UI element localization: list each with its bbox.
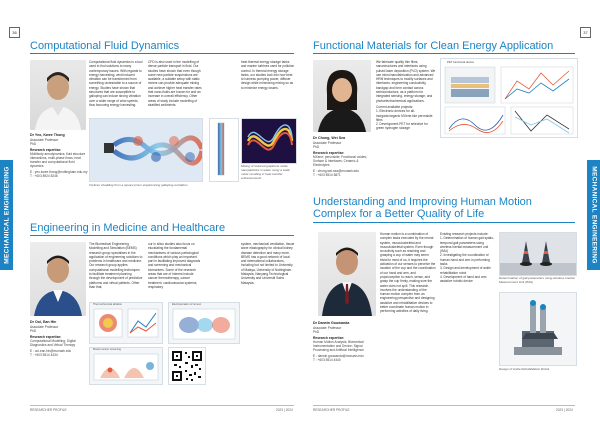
person-name: Dr Yeo, Kwee Thong <box>30 133 65 137</box>
portrait-photo <box>318 232 376 316</box>
profile-block <box>30 133 88 178</box>
project-item: 4. Development of hand and arm assistive robotic device <box>440 274 487 284</box>
paragraph: CFD is also used in the modelling of dense particle transport in fluid. Our studies have shown that even though some new particle suspensions are available, a suitable setup with static mixers can provide adequate mixing and achieve higher heat transfer rates that nano-fluids are known for and an increase in overall efficiency. Other areas of study include modelling of stratified sediments. <box>148 60 202 107</box>
email-link[interactable]: E : chong.wei.sea@monash.edu <box>313 168 359 173</box>
body-column-2 <box>148 242 202 289</box>
project-item: 1. Determination of human gait spatio-temporal gait parameters using wireless inertial measurement unit (IMU) <box>440 236 495 254</box>
portrait-photo <box>313 60 371 132</box>
footer-year: 2023 | 2024 <box>276 408 293 412</box>
footer-year: 2023 | 2024 <box>556 408 573 412</box>
figure-label: Thermochemical ablation <box>93 303 122 306</box>
person-role: Associate Professor <box>30 137 59 142</box>
figure-caption: Mixing of reduced graphene oxide nanoparticles in water using a static mixer resulting in heat transfer enhancements <box>241 164 291 180</box>
paragraph: system, mechanical ventilation, tissue wave elastography for clinical kidney disease detection and many more. BEMS has a good network of local and international collaborators, including but not limited to University of Malaya, University of Nottingham Malaysia, Nanyang Technological University and Universiti Sains Malaysia. <box>241 242 295 285</box>
side-tab-label: MECHANICAL ENGINEERING <box>3 166 10 264</box>
figure-caption: Vortices shedding from a square prism experiencing galloping excitation <box>89 183 188 187</box>
person-name: Dr Chong, Wei Sea <box>313 136 346 140</box>
section-title-materials: Functional Materials for Clean Energy Application <box>313 40 554 52</box>
figure-label: PET functional device <box>447 60 475 64</box>
expertise-heading: Research expertise: <box>313 335 345 340</box>
side-tab-right <box>587 160 600 270</box>
projects-heading: Current available projects: <box>376 104 414 109</box>
section-title-cfd: Computational Fluid Dynamics <box>30 40 180 52</box>
page-number-right: 37 <box>580 27 591 38</box>
email-link[interactable]: E : yeo.kwee.thong@nottingham.edu.my <box>30 169 88 174</box>
footer-divider <box>313 405 575 406</box>
person-degree: PhD <box>30 141 37 146</box>
paragraph: Computational fluid dynamics is a tool used to find solutions to many contemporary issues. With regards to energy harvesting, wind induced vibration can be transformed from something undesirable to a source of energy. Studies have shown that structures that are susceptible to galloping can induce strong vibration over a wider range of wind speeds, thus favouring energy harvesting. <box>89 60 143 107</box>
section-title-motion-line1 <box>313 196 575 220</box>
portrait-photo <box>30 60 86 130</box>
mixer-figure <box>241 118 297 164</box>
expertise-text: Computational Modelling; Digital Diagnostics and Virtual Therapy <box>30 338 76 347</box>
person-role: Associate Professor <box>313 140 342 145</box>
portrait-photo <box>30 242 86 316</box>
figure-label: Electroporation of tumour <box>172 303 202 306</box>
email-link[interactable]: E : darwin.gouwanda@monash.edu <box>313 353 364 358</box>
person-degree: PhD <box>313 329 320 334</box>
expertise-text: Multibody aerodynamics; fluid structure interactions, multi-phase flows; heat transfer and computational fluid dynamics <box>30 151 86 168</box>
phone-text: T : +603 5514 4434 <box>30 352 58 357</box>
body-column <box>376 60 436 131</box>
phone-text: T : +603 5514 5871 <box>313 172 341 177</box>
body-column-3 <box>241 60 295 90</box>
person-name: Dr Ooi, Ean Hin <box>30 320 57 324</box>
person-degree: PhD <box>30 328 37 333</box>
figure-caption: Design of Ankle Rehabilitation Robot <box>499 367 550 371</box>
project-item: 1. Electronic devices for all-inorganic/organic MXene-like perovskite films <box>376 109 433 122</box>
phone-text: T : +603 5514 4440 <box>313 357 341 362</box>
projects-heading: Existing research projects include: <box>440 232 489 236</box>
person-role: Associate Professor <box>30 324 59 329</box>
expertise-text: Human Motion Analysis; Biomedical Instrumentation and Device; Signal Processing and Artificial Intelligence <box>313 339 364 352</box>
qr-code[interactable] <box>168 347 206 385</box>
profile-block <box>313 136 373 177</box>
expertise-heading: Research expertise: <box>30 147 62 152</box>
expertise-heading: Research expertise: <box>30 334 62 339</box>
thermochemical-figure <box>89 302 163 344</box>
title-divider <box>30 235 294 236</box>
phone-text: T : +603 8924 8246 <box>30 173 58 178</box>
vortex-figure <box>89 118 203 182</box>
profile-block <box>313 321 375 362</box>
paragraph: heat thermal energy storage tanks and marine turbines used for pollution control. In thermal energy storage tanks, our studies look into how best to harness pumping power, diffuser design while minimizing mixing so as to minimize energy losses. <box>241 60 295 90</box>
title-divider <box>313 53 575 54</box>
footer-label: RESEARCHER PROFILE <box>30 408 67 412</box>
gait-imu-photo <box>499 232 577 276</box>
body-column-1 <box>89 242 143 289</box>
colorbar-figure <box>209 118 239 182</box>
person-name: Dr Darwin Gouwanda <box>313 321 350 325</box>
paragraph: our in silico studies also focus on elucidating the fundamental mechanisms of various pathological conditions which play an important part in facilitating improved diagnosis and screening and mechanical biomarkers. Some of the research areas that are of interest include cancer thermotherapy, cancer treatment, cardiovascular systems, respiratory <box>148 242 201 289</box>
body-column-1 <box>380 232 436 314</box>
pet-device-figure <box>440 58 578 138</box>
expertise-text: MXene; perovskite; Functional oxides; Surface & Interfaces; Ceramic & Electrolytes <box>313 154 367 167</box>
email-link[interactable]: E : ooi.ean.hin@monash.edu <box>30 348 72 353</box>
body-column-2 <box>440 232 496 284</box>
paragraph: The Biomedical Engineering Modelling and Simulation (BEMS) research group specialises in the application of engineering solutions to problems in healthcare and medicine. Our research group applies computational modelling techniques to facilitate treatment planning through the development of predictive platforms and virtual patients. Other than that, <box>89 242 143 289</box>
title-divider <box>313 222 575 223</box>
body-column-3 <box>241 242 295 285</box>
section-title-motion: Understanding and Improving Human Motion Complex for a Better Quality of Life <box>313 196 532 220</box>
side-tab-label: MECHANICAL ENGINEERING <box>590 166 597 264</box>
body-column-1 <box>89 60 143 107</box>
body-column-2 <box>148 60 202 107</box>
project-item: 2. Development PET for selective for green hydrogen storage <box>376 122 428 131</box>
title-divider <box>30 53 294 54</box>
footer-label: RESEARCHER PROFILE <box>313 408 350 412</box>
section-title-medicine: Engineering in Medicine and Healthcare <box>30 222 226 234</box>
electroporation-figure <box>168 302 240 344</box>
figure-label: Breast cancer screening <box>93 348 121 351</box>
page-number-left: 36 <box>9 27 20 38</box>
project-item: 2. Investigating the coordination of human hand and arm in performing tasks <box>440 253 490 267</box>
paragraph: We fabricate quality thin films, nanostructures and interfaces using pulsed laser deposition (PLD) system. We use micro/nanofabrication and advanced HRM techniques to modify surfaces and interfaces, engineering conductivity, bandgap and form contact across semiconductors, as a platform for integrated sensing, energy storage, and photoelectrochemical applications. <box>376 60 436 103</box>
project-item: 3. Design and development of ankle rehabilitation robot <box>440 266 491 275</box>
expertise-heading: Research expertise: <box>313 150 345 155</box>
profile-block <box>30 320 88 357</box>
person-role: Associate Professor <box>313 325 342 330</box>
ankle-robot-render <box>499 292 577 366</box>
footer-divider <box>30 405 294 406</box>
figure-caption: Determination of gait parameters using wireless Inertial Measurement Unit (IMU) <box>499 276 575 284</box>
breast-screening-figure <box>89 347 163 385</box>
paragraph: Human motion is a combination of complex tasks executed by the neural system, musculoskeletal and musculoskeletal system. Even though an activity such as reaching and grasping a cup of water may seem trivial to most of us, it requires the activation of our senses to perceive the location of the cup and the coordination of our hand and arm, and proprioception to reach, sense, and grasp the cup firmly, making sure the water does not spill. This research involves the understanding of the human motion complex from an engineering perspective and designing assistive and rehabilitative devices to better coordinate human motion in performing activities of daily living. <box>380 232 436 314</box>
side-tab-left <box>0 160 13 270</box>
person-degree: PhD <box>313 144 320 149</box>
